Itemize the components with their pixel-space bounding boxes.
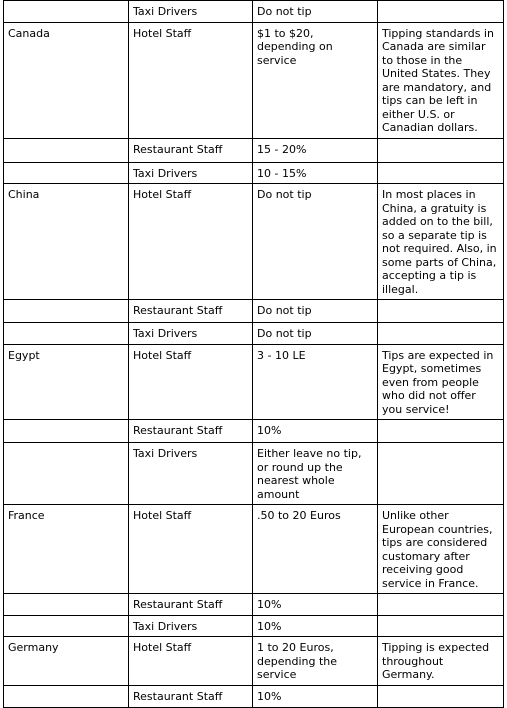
- country-cell: [4, 443, 129, 505]
- table-row: [4, 162, 504, 184]
- tip-amount-cell: 10%: [253, 615, 378, 637]
- tip-amount-cell: Either leave no tip, or round up the nearest whole amount: [253, 443, 378, 505]
- staff-cell: Hotel Staff: [129, 184, 253, 300]
- note-cell: [378, 615, 504, 637]
- note-cell: [378, 685, 504, 707]
- tip-amount-cell: $1 to $20, depending on service: [253, 22, 378, 138]
- table-row: [4, 685, 504, 707]
- table-row: [4, 420, 504, 443]
- staff-cell: Hotel Staff: [129, 505, 253, 594]
- table-row: [4, 323, 504, 345]
- country-cell: [4, 162, 129, 184]
- table-row: [4, 615, 504, 637]
- staff-cell: Taxi Drivers: [129, 323, 253, 345]
- staff-cell: Restaurant Staff: [129, 685, 253, 707]
- note-cell: [378, 162, 504, 184]
- note-cell: Unlike other European countries, tips are considered customary after receiving good service in France.: [378, 505, 504, 594]
- staff-cell: Restaurant Staff: [129, 300, 253, 323]
- country-cell: [4, 138, 129, 162]
- note-cell: [378, 420, 504, 443]
- table-body: [4, 1, 504, 708]
- note-cell: [378, 300, 504, 323]
- note-cell: [378, 1, 504, 23]
- note-cell: In most places in China, a gratuity is added on to the bill, so a separate tip is not required. Also, in some parts of China, accepting a tip is illegal.: [378, 184, 504, 300]
- note-cell: [378, 138, 504, 162]
- note-cell: Tipping is expected throughout Germany.: [378, 637, 504, 686]
- country-cell: [4, 615, 129, 637]
- staff-cell: Taxi Drivers: [129, 615, 253, 637]
- tip-amount-cell: Do not tip: [253, 184, 378, 300]
- table-row: [4, 637, 504, 686]
- tip-amount-cell: Do not tip: [253, 323, 378, 345]
- tip-amount-cell: 10%: [253, 685, 378, 707]
- table-row: [4, 594, 504, 616]
- country-cell: [4, 685, 129, 707]
- country-cell: Egypt: [4, 344, 129, 420]
- tip-amount-cell: 10 - 15%: [253, 162, 378, 184]
- staff-cell: Taxi Drivers: [129, 162, 253, 184]
- table-row: [4, 184, 504, 300]
- staff-cell: Taxi Drivers: [129, 443, 253, 505]
- note-cell: Tips are expected in Egypt, sometimes even from people who did not offer you service!: [378, 344, 504, 420]
- tip-amount-cell: 10%: [253, 420, 378, 443]
- staff-cell: Restaurant Staff: [129, 594, 253, 616]
- table-row: [4, 505, 504, 594]
- table-row: [4, 1, 504, 23]
- country-cell: [4, 1, 129, 23]
- tip-amount-cell: .50 to 20 Euros: [253, 505, 378, 594]
- staff-cell: Hotel Staff: [129, 637, 253, 686]
- staff-cell: Hotel Staff: [129, 22, 253, 138]
- table-row: [4, 344, 504, 420]
- country-cell: France: [4, 505, 129, 594]
- staff-cell: Restaurant Staff: [129, 138, 253, 162]
- country-cell: Canada: [4, 22, 129, 138]
- table-row: [4, 443, 504, 505]
- table-row: [4, 300, 504, 323]
- country-cell: [4, 300, 129, 323]
- note-cell: [378, 594, 504, 616]
- country-cell: Germany: [4, 637, 129, 686]
- country-cell: [4, 323, 129, 345]
- note-cell: Tipping standards in Canada are similar to those in the United States. They are mandatory, and tips can be left in either U.S. or Canadian dollars.: [378, 22, 504, 138]
- tip-amount-cell: 3 - 10 LE: [253, 344, 378, 420]
- tip-amount-cell: Do not tip: [253, 300, 378, 323]
- country-cell: China: [4, 184, 129, 300]
- tipping-table: [3, 0, 504, 708]
- table-row: [4, 138, 504, 162]
- note-cell: [378, 323, 504, 345]
- staff-cell: Taxi Drivers: [129, 1, 253, 23]
- staff-cell: Restaurant Staff: [129, 420, 253, 443]
- tip-amount-cell: 1 to 20 Euros, depending the service: [253, 637, 378, 686]
- table-row: [4, 22, 504, 138]
- note-cell: [378, 443, 504, 505]
- tip-amount-cell: Do not tip: [253, 1, 378, 23]
- tip-amount-cell: 15 - 20%: [253, 138, 378, 162]
- staff-cell: Hotel Staff: [129, 344, 253, 420]
- country-cell: [4, 420, 129, 443]
- tip-amount-cell: 10%: [253, 594, 378, 616]
- country-cell: [4, 594, 129, 616]
